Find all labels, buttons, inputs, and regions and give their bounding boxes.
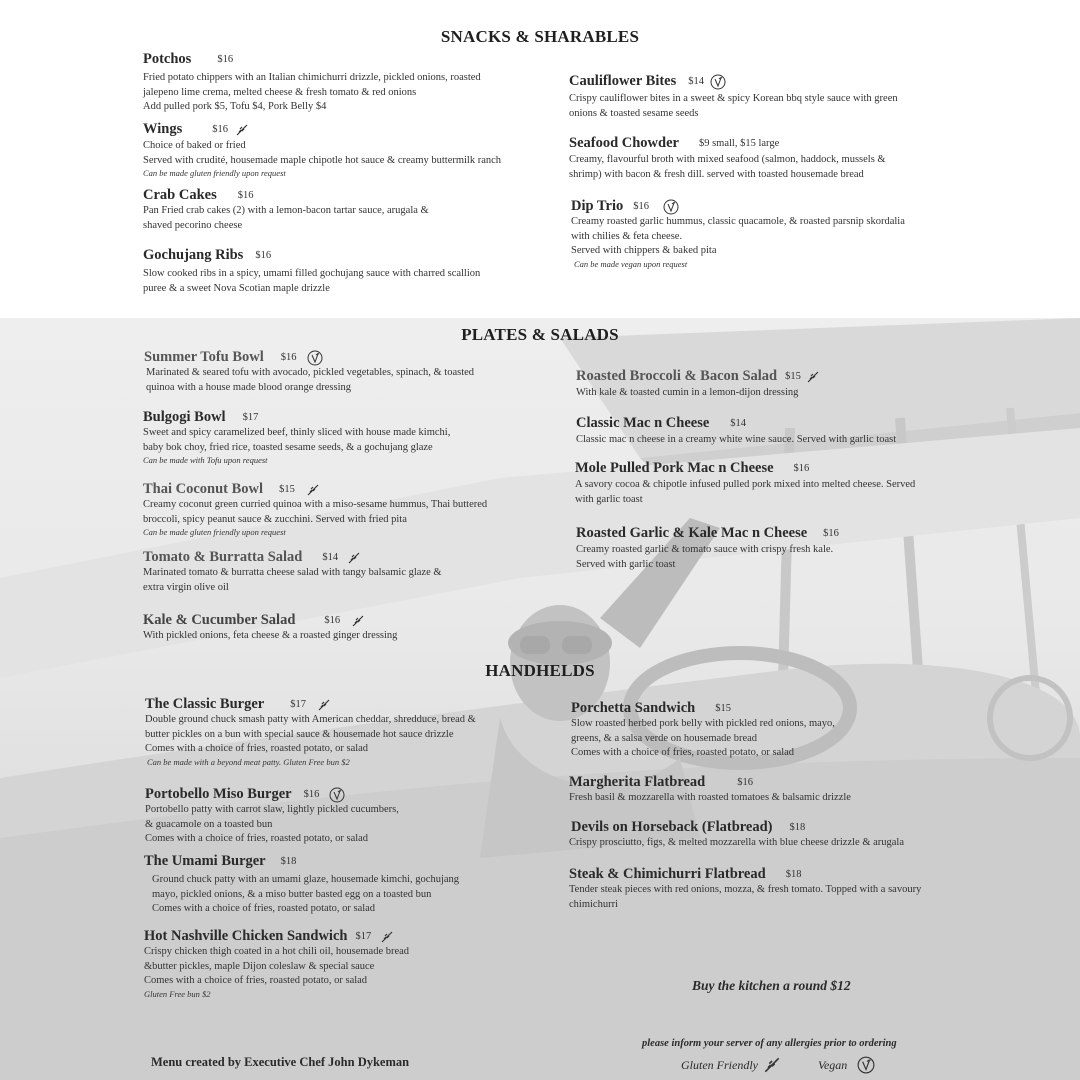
- item-name: Margherita Flatbread: [569, 774, 706, 790]
- menu-item-cauliflower-bites: [569, 73, 898, 121]
- vegan-icon: [307, 350, 323, 366]
- section-heading-snacks: SNACKS & SHARABLES: [440, 27, 640, 46]
- item-description: Classic mac n cheese in a creamy white wine sauce. Served with garlic toast: [576, 434, 897, 445]
- menu-item-tomato-burratta-salad: [143, 549, 442, 595]
- item-name: Potchos: [143, 51, 192, 67]
- menu-item-classic-mac-n-cheese: [576, 415, 896, 448]
- item-description: Creamy roasted garlic hummus, classic quacamole, & roasted parsnip skordalia with chilies & feta cheese. Served with chippers & baked pita: [571, 216, 905, 256]
- item-note: Can be made with a beyond meat patty. Gluten Free bun $2: [147, 756, 350, 767]
- item-note: Can be made gluten friendly upon request: [143, 527, 286, 537]
- item-name: Crab Cakes: [143, 187, 217, 203]
- item-description: A savory cocoa & chipotle infused pulled pork mixed into melted cheese. Served with garlic toast: [575, 479, 916, 505]
- menu-item-gochujang-ribs: [143, 247, 480, 296]
- chef-credit: Menu created by Executive Chef John Dykeman: [151, 1055, 410, 1069]
- item-name: Thai Coconut Bowl: [143, 481, 264, 497]
- gluten-friendly-icon: [381, 931, 393, 943]
- item-name: Roasted Garlic & Kale Mac n Cheese: [576, 525, 808, 541]
- item-description: Crispy cauliflower bites in a sweet & spicy Korean bbq style sauce with green onions & toasted sesame seeds: [569, 93, 898, 119]
- menu-item-dip-trio: [571, 198, 905, 270]
- item-note: Can be made gluten friendly upon request: [143, 168, 286, 178]
- menu-item-bulgogi-bowl: [143, 409, 450, 466]
- menu-item-roasted-broccoli-bacon-salad: [576, 368, 819, 401]
- menu-item-margherita-flatbread: [569, 774, 851, 806]
- item-price: $16: [255, 250, 272, 261]
- item-description: Choice of baked or fried Served with crudité, housemade maple chipotle hot sauce & creamy buttermilk ranch: [143, 140, 502, 166]
- item-description: Marinated & seared tofu with avocado, pickled vegetables, spinach, & toasted quinoa with a house made blood orange dressing: [146, 367, 475, 393]
- item-name: Devils on Horseback (Flatbread): [571, 819, 773, 835]
- item-price: $16: [633, 201, 649, 212]
- menu-item-umami-burger: [144, 853, 459, 917]
- item-price: $18: [785, 869, 802, 880]
- gluten-friendly-icon: [764, 1057, 780, 1073]
- menu-item-hot-nashville-chicken-sandwich: [144, 928, 409, 1000]
- item-price: $16: [793, 463, 810, 474]
- menu-item-seafood-chowder: [569, 135, 886, 182]
- item-name: Roasted Broccoli & Bacon Salad: [576, 368, 778, 384]
- item-note: Can be made vegan upon request: [574, 258, 688, 269]
- item-price: $16: [217, 54, 234, 65]
- menu-item-thai-coconut-bowl: [143, 481, 487, 538]
- item-description: Ground chuck patty with an umami glaze, housemade kimchi, gochujang mayo, pickled onions, & a miso butter basted egg on a toasted bun Comes with a choice of fries, roasted potato, or salad: [152, 874, 460, 914]
- item-price: $14: [322, 552, 339, 563]
- item-price: $16: [737, 777, 753, 788]
- item-price: $15: [715, 703, 731, 714]
- item-description: Slow roasted herbed pork belly with pickled red onions, mayo, greens, & a salsa verde on housemade bread Comes with a choice of fries, roasted potato, or salad: [571, 718, 835, 758]
- item-description: Slow cooked ribs in a spicy, umami filled gochujang sauce with charred scallion puree & a sweet Nova Scotian maple drizzle: [143, 268, 481, 294]
- menu-item-crab-cakes: [143, 187, 429, 233]
- gluten-friendly-icon: [307, 484, 319, 496]
- legend-gluten-friendly-label: Gluten Friendly: [681, 1057, 758, 1072]
- menu-item-summer-tofu-bowl: [144, 349, 474, 395]
- allergy-notice: please inform your server of any allergies prior to ordering: [642, 1038, 897, 1049]
- item-name: Seafood Chowder: [569, 135, 679, 151]
- item-description: Creamy roasted garlic & tomato sauce with crispy fresh kale. Served with garlic toast: [576, 544, 834, 570]
- item-description: Tender steak pieces with red onions, mozza, & fresh tomato. Topped with a savoury chimichurri: [569, 884, 922, 910]
- item-name: The Umami Burger: [144, 853, 266, 869]
- kitchen-round-offer: Buy the kitchen a round $12: [692, 978, 851, 993]
- item-description: Creamy, flavourful broth with mixed seafood (salmon, haddock, mussels & shrimp) with bacon & fresh dill. served with toasted housemade bread: [569, 154, 886, 180]
- section-heading-plates: PLATES & SALADS: [461, 325, 619, 344]
- vegan-icon: [329, 787, 345, 803]
- item-price: $16: [823, 528, 839, 539]
- legend-vegan-label: Vegan: [817, 1057, 848, 1072]
- item-price: $17: [355, 931, 372, 942]
- item-name: Dip Trio: [571, 198, 624, 214]
- item-price: $16: [280, 352, 297, 363]
- item-description: Marinated tomato & burratta cheese salad with tangy balsamic glaze & extra virgin olive oil: [143, 567, 442, 593]
- menu-item-mole-pulled-pork-mac-n-cheese: [575, 460, 915, 507]
- item-price: $18: [280, 856, 297, 867]
- item-note: Gluten Free bun $2: [144, 988, 211, 999]
- item-price: $17: [242, 412, 259, 423]
- item-name: The Classic Burger: [145, 696, 265, 712]
- item-price: $14: [688, 76, 705, 87]
- menu-item-kale-cucumber-salad: [143, 612, 397, 644]
- item-price: $16: [237, 190, 254, 201]
- dietary-legend: [681, 1056, 875, 1074]
- item-price: $16: [324, 615, 341, 626]
- gluten-friendly-icon: [348, 552, 360, 564]
- item-price: $15: [279, 484, 295, 495]
- gluten-friendly-icon: [352, 615, 364, 627]
- item-price: $14: [730, 418, 747, 429]
- menu-item-devils-on-horseback: [571, 819, 904, 851]
- item-name: Porchetta Sandwich: [571, 700, 696, 716]
- vegan-icon: [857, 1056, 875, 1074]
- item-name: Wings: [143, 121, 183, 137]
- item-note: Can be made with Tofu upon request: [143, 455, 268, 465]
- gluten-friendly-icon: [318, 699, 330, 711]
- item-name: Summer Tofu Bowl: [144, 349, 264, 365]
- item-name: Steak & Chimichurri Flatbread: [569, 866, 766, 882]
- vegan-icon: [663, 199, 679, 215]
- item-description: Fresh basil & mozzarella with roasted tomatoes & balsamic drizzle: [569, 792, 851, 803]
- menu-item-roasted-garlic-kale-mac-n-cheese: [576, 525, 839, 572]
- item-description: Pan Fried crab cakes (2) with a lemon-bacon tartar sauce, arugala & shaved pecorino cheese: [143, 205, 429, 231]
- gluten-friendly-icon: [807, 371, 819, 383]
- item-name: Cauliflower Bites: [569, 73, 677, 89]
- vegan-icon: [710, 74, 726, 90]
- item-price: $9 small, $15 large: [698, 138, 780, 149]
- item-description: Crispy prosciutto, figs, & melted mozzarella with blue cheese drizzle & arugala: [569, 837, 905, 848]
- item-name: Mole Pulled Pork Mac n Cheese: [575, 460, 774, 476]
- item-description: Creamy coconut green curried quinoa with a miso-sesame hummus, Thai buttered broccoli, spicy peanut sauce & zucchini. Served with fried pita: [143, 499, 488, 525]
- item-name: Kale & Cucumber Salad: [143, 612, 296, 628]
- item-name: Hot Nashville Chicken Sandwich: [144, 928, 348, 944]
- item-price: $16: [303, 789, 320, 800]
- item-name: Gochujang Ribs: [143, 247, 244, 263]
- item-description: With kale & toasted cumin in a lemon-dijon dressing: [576, 387, 799, 398]
- menu-item-classic-burger: [145, 696, 476, 768]
- item-description: With pickled onions, feta cheese & a roasted ginger dressing: [143, 630, 398, 641]
- item-description: Portobello patty with carrot slaw, lightly pickled cucumbers, & guacamole on a toasted bun Comes with a choice of fries, roasted potato, or salad: [145, 804, 399, 844]
- menu-item-wings: [143, 121, 501, 179]
- item-description: Fried potato chippers with an Italian chimichurri drizzle, pickled onions, roasted jalepeno lime crema, melted cheese & fresh tomato & red onions Add pulled pork $5, Tofu $4, Pork Belly $4: [143, 72, 481, 112]
- item-price: $15: [785, 371, 801, 382]
- item-description: Double ground chuck smash patty with American cheddar, shredduce, bread & butter pickles on a bun with special sauce & housemade hot sauce drizzle Comes with a choice of fries, roasted potato, or salad: [145, 714, 476, 754]
- menu-item-potchos: [143, 51, 481, 115]
- menu-item-steak-chimichurri-flatbread: [569, 866, 921, 912]
- item-name: Classic Mac n Cheese: [576, 415, 710, 431]
- item-price: $16: [212, 124, 228, 135]
- section-heading-handhelds: HANDHELDS: [485, 661, 595, 680]
- menu-item-portobello-miso-burger: [145, 786, 399, 847]
- item-price: $17: [290, 699, 306, 710]
- item-name: Portobello Miso Burger: [145, 786, 292, 802]
- gluten-friendly-icon: [236, 124, 248, 136]
- item-name: Bulgogi Bowl: [143, 409, 226, 425]
- item-description: Sweet and spicy caramelized beef, thinly sliced with house made kimchi, baby bok choy, fried rice, toasted sesame seeds, & a gochujang glaze: [143, 427, 451, 453]
- item-description: Crispy chicken thigh coated in a hot chili oil, housemade bread &butter pickles, maple Dijon coleslaw & special sauce Comes with a choice of fries, roasted potato, or salad: [144, 946, 410, 986]
- item-name: Tomato & Burratta Salad: [143, 549, 303, 565]
- item-price: $18: [789, 822, 806, 833]
- menu-item-porchetta-sandwich: [571, 700, 835, 761]
